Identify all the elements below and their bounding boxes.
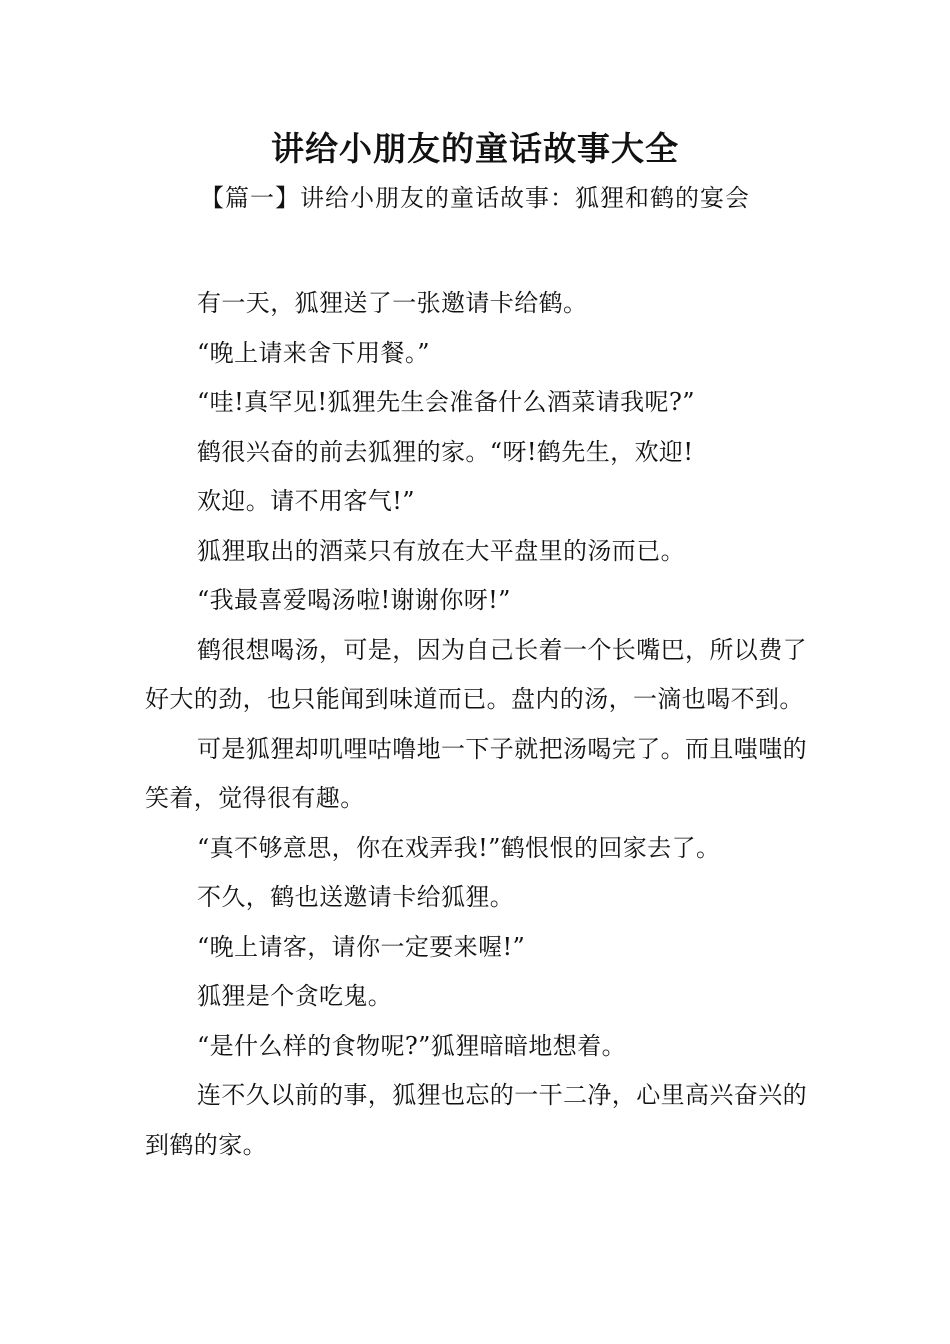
paragraph: “晚上请客，请你一定要来喔!”: [197, 932, 526, 961]
paragraph: 连不久以前的事，狐狸也忘的一干二净，心里高兴奋兴的到鹤的家。: [145, 1081, 807, 1159]
paragraph: 可是狐狸却叽哩咕噜地一下子就把汤喝完了。而且嗤嗤的笑着，觉得很有趣。: [145, 734, 807, 812]
story-body: [145, 279, 807, 1170]
paragraph: “晚上请来舍下用餐。”: [197, 338, 430, 367]
paragraph: “是什么样的食物呢?”狐狸暗暗地想着。: [197, 1031, 627, 1060]
section-heading: 【篇一】讲给小朋友的童话故事：狐狸和鹤的宴会: [200, 184, 750, 212]
paragraph: 狐狸是个贪吃鬼。: [197, 982, 393, 1010]
paragraph: “真不够意思，你在戏弄我!”鹤恨恨的回家去了。: [197, 833, 721, 862]
page-title: 讲给小朋友的童话故事大全: [271, 129, 679, 168]
paragraph: 欢迎。请不用客气!”: [197, 487, 415, 515]
paragraph: “哇!真罕见!狐狸先生会准备什么酒菜请我呢?”: [197, 388, 695, 416]
paragraph: 有一天，狐狸送了一张邀请卡给鹤。: [197, 289, 588, 317]
paragraph: “我最喜爱喝汤啦!谢谢你呀!”: [197, 586, 511, 614]
paragraph: 狐狸取出的酒菜只有放在大平盘里的汤而已。: [197, 536, 685, 565]
paragraph: 不久，鹤也送邀请卡给狐狸。: [197, 883, 515, 911]
paragraph: 鹤很想喝汤，可是，因为自己长着一个长嘴巴，所以费了好大的劲，也只能闻到味道而已。盘内的汤，一滴也喝不到。: [145, 635, 807, 713]
paragraph: 鹤很兴奋的前去狐狸的家。“呀!鹤先生，欢迎!: [197, 437, 694, 466]
